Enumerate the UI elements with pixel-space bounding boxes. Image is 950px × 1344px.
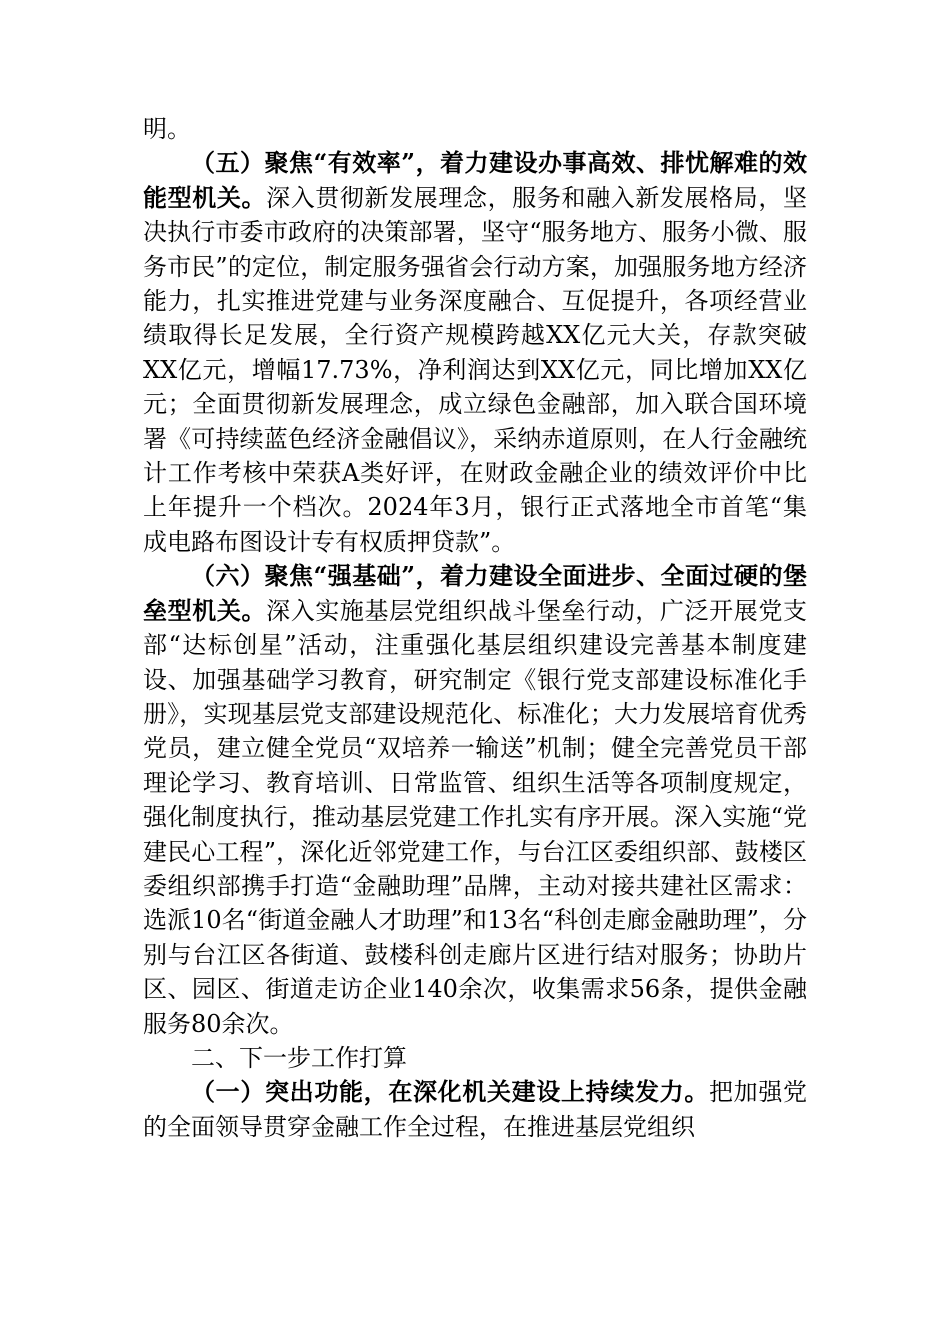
section-5-lead: （五）聚焦“有效率”，着力建设办事高效、排忧解难的效能型机关。 bbox=[143, 148, 807, 212]
section-6-lead: （六）聚焦“强基础”，着力建设全面进步、全面过硬的堡垒型机关。 bbox=[143, 561, 807, 625]
paragraph-next-1 bbox=[143, 1075, 807, 1144]
paragraph-section-5 bbox=[143, 146, 807, 559]
section-5-body: 深入贯彻新发展理念，服务和融入新发展格局，坚决执行市委市政府的决策部署，坚守“服务地方、服务小微、服务市民”的定位，制定服务强省会行动方案，加强服务地方经济能力，扎实推进党建与业务深度融合、互促提升，各项经营业绩取得长足发展，全行资产规模跨越XX亿元大关，存款突破XX亿元，增幅17.73%，净利润达到XX亿元，同比增加XX亿元；全面贯彻新发展理念，成立绿色金融部，加入联合国环境署《可持续蓝色经济金融倡议》，采纳赤道原则，在人行金融统计工作考核中荣获A类好评，在财政金融企业的绩效评价中比上年提升一个档次。2024年3月，银行正式落地全市首笔“集成电路布图设计专有权质押贷款”。 bbox=[143, 183, 807, 556]
next-1-lead: （一）突出功能，在深化机关建设上持续发力。 bbox=[191, 1077, 709, 1107]
section-heading: 二、下一步工作打算 bbox=[191, 1043, 407, 1072]
section-6-body: 深入实施基层党组织战斗堡垒行动，广泛开展党支部“达标创星”活动，注重强化基层组织建设完善基本制度建设、加强基础学习教育，研究制定《银行党支部建设标准化手册》，实现基层党支部建设规范化、标准化；大力发展培育优秀党员，建立健全党员“双培养一输送”机制；健全完善党员干部理论学习、教育培训、日常监管、组织生活等各项制度规定，强化制度执行，推动基层党建工作扎实有序开展。深入实施“党建民心工程”，深化近邻党建工作，与台江区委组织部、鼓楼区委组织部携手打造“金融助理”品牌，主动对接共建社区需求：选派10名“街道金融人才助理”和13名“科创走廊金融助理”，分别与台江区各街道、鼓楼科创走廊片区进行结对服务；协助片区、园区、街道走访企业140余次，收集需求56条，提供金融服务80余次。 bbox=[143, 596, 807, 1038]
paragraph-section-6 bbox=[143, 559, 807, 1041]
document-page bbox=[143, 112, 807, 1144]
paragraph-continuation: 明。 bbox=[143, 115, 191, 143]
next-1-body: 把加强党的全面领导贯穿金融工作全过程，在推进基层党组织 bbox=[143, 1078, 807, 1141]
